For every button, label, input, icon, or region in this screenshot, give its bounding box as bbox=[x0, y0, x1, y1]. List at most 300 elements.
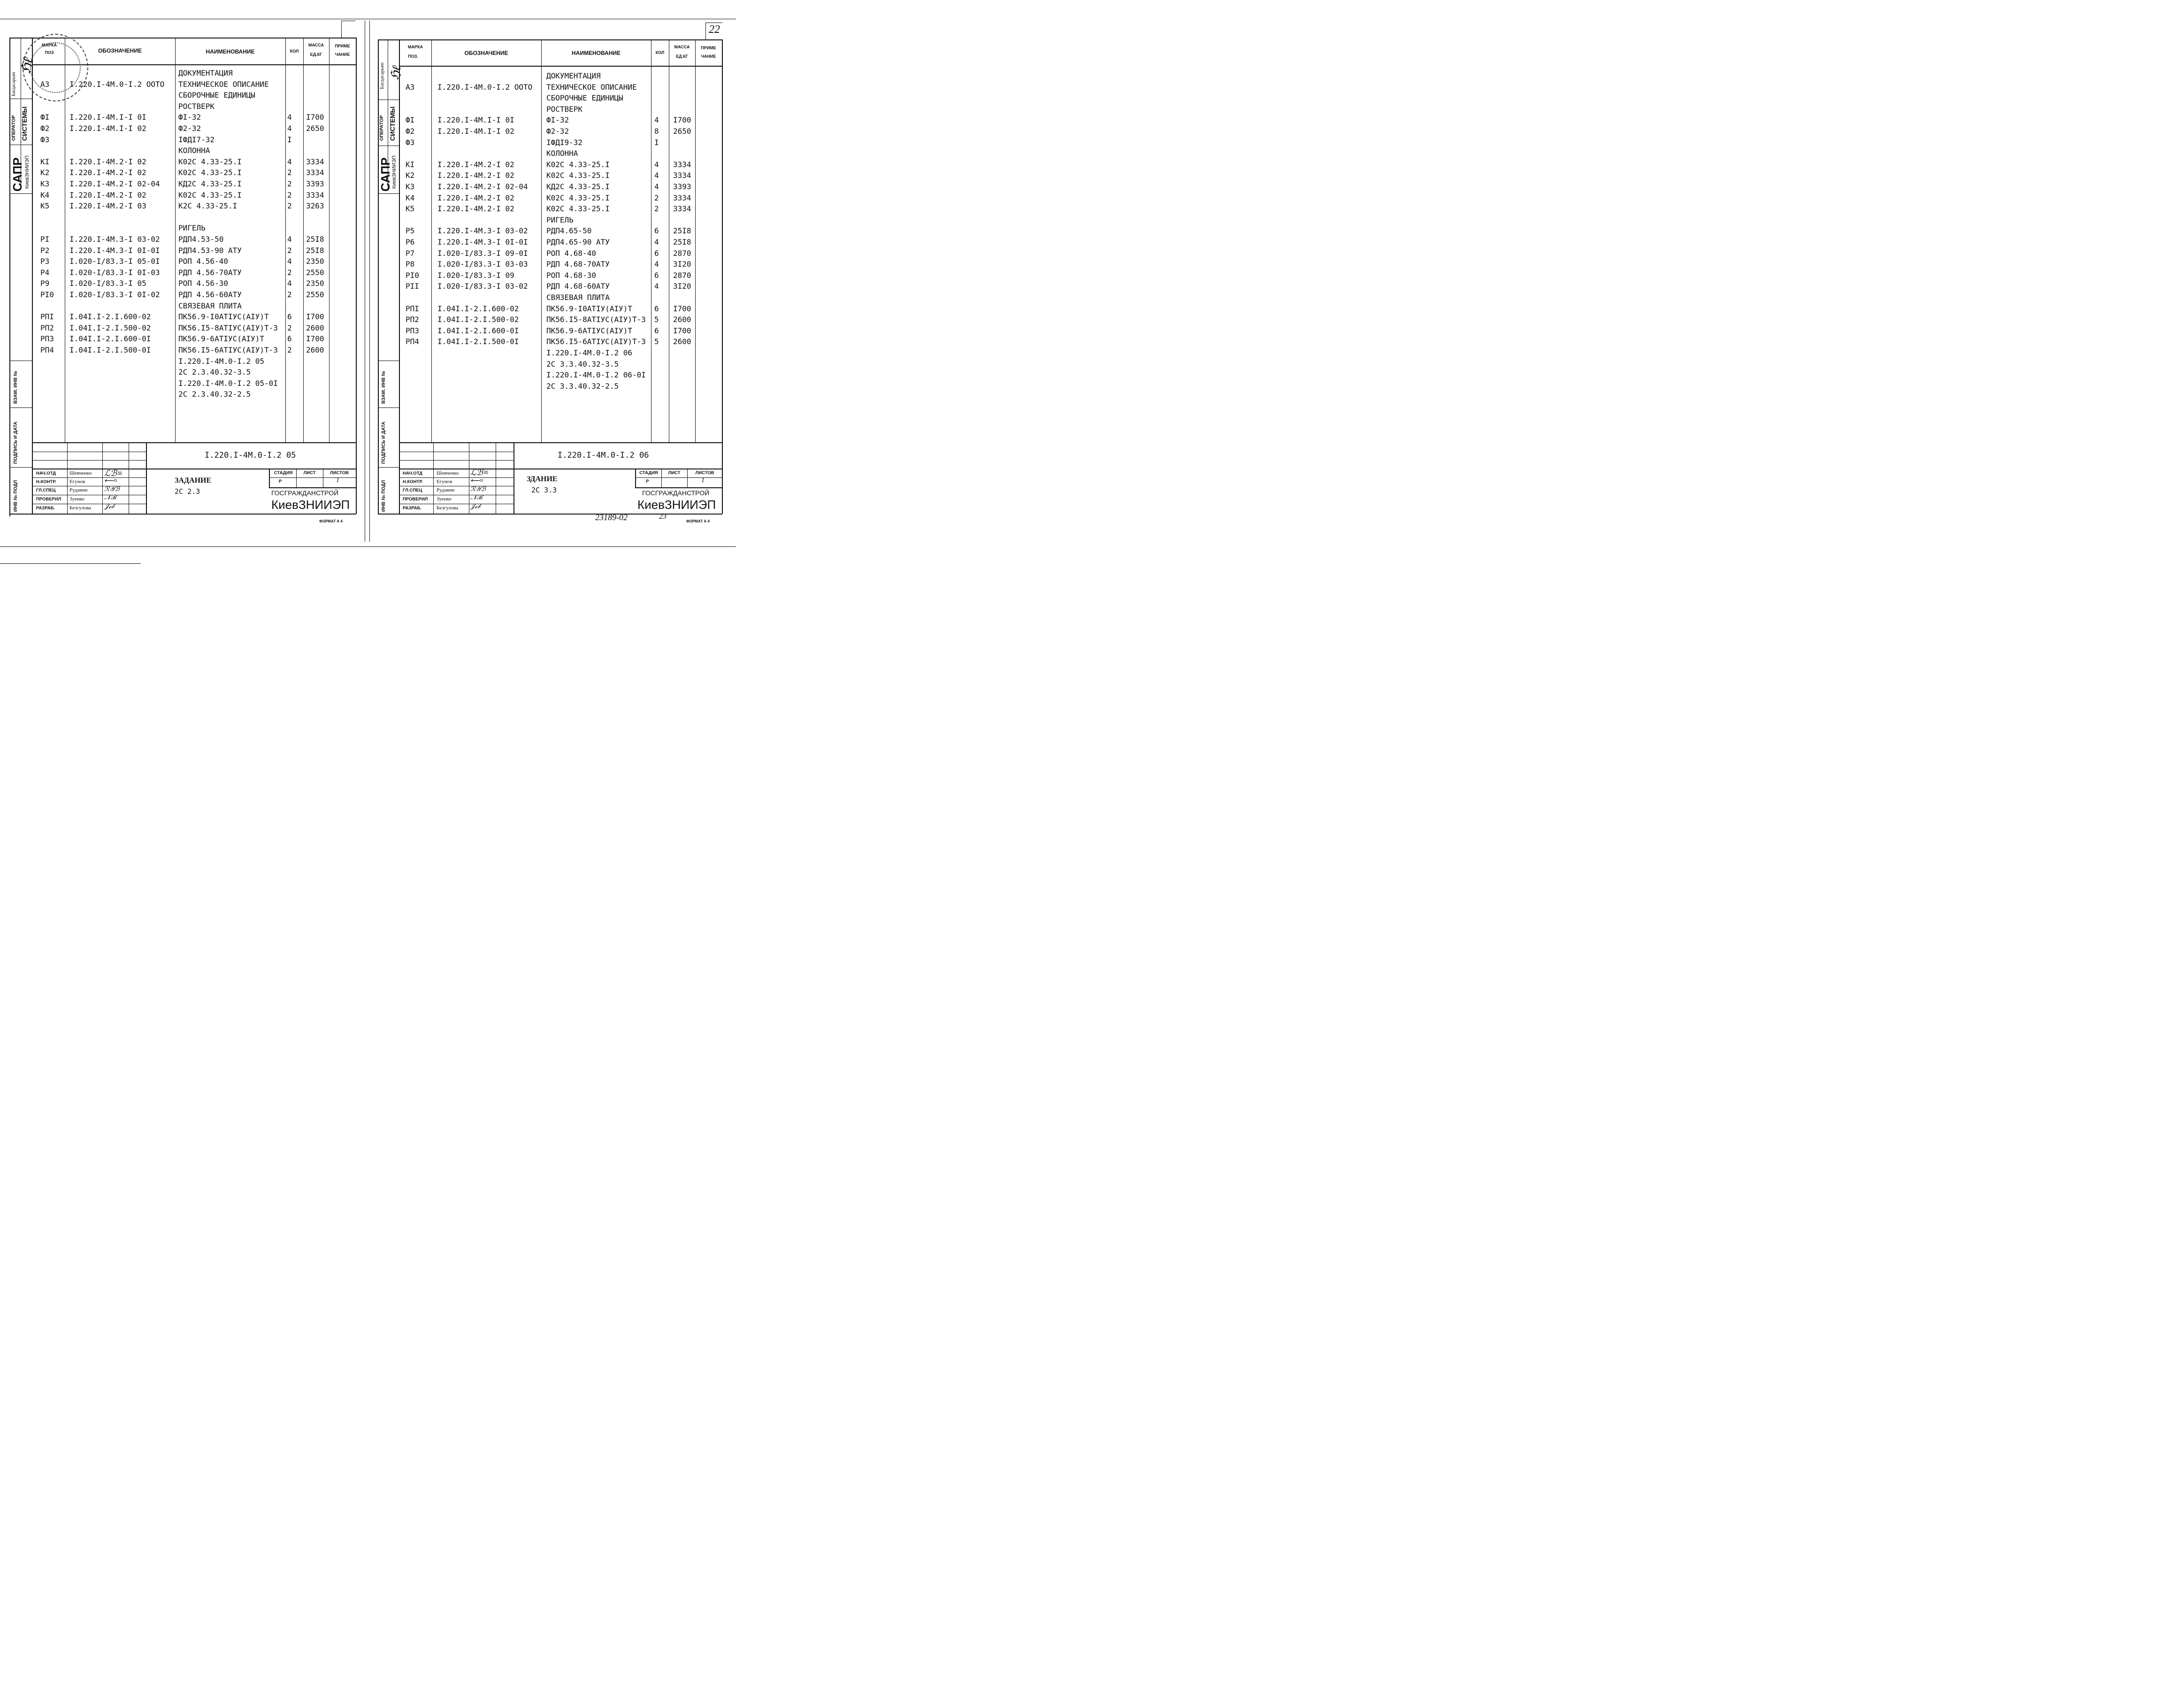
row-poz: РП3 bbox=[406, 326, 419, 335]
row-kol: I bbox=[287, 135, 292, 144]
row-oboznachenie: I.020-I/83.3-I 09 bbox=[437, 270, 514, 280]
row-kol: 5 bbox=[654, 315, 659, 324]
row-naimenovanie: РОСТВЕРК bbox=[178, 101, 215, 111]
row-kol: 5 bbox=[654, 337, 659, 346]
row-oboznachenie: I.220.I-4M.0-I.2 ООТО bbox=[69, 79, 165, 89]
row-oboznachenie: I.04I.I-2.I.500-02 bbox=[69, 323, 151, 332]
row-poz: Р5 bbox=[406, 226, 415, 236]
row-oboznachenie: I.220.I-4M.2-I 02-04 bbox=[69, 179, 160, 188]
row-naimenovanie: РДП4.65-90 АТУ bbox=[546, 238, 610, 246]
row-massa: 2650 bbox=[306, 124, 324, 133]
row-poz: ФI bbox=[406, 115, 415, 125]
row-massa: I700 bbox=[306, 113, 324, 122]
row-naimenovanie: РОП 4.56-30 bbox=[178, 279, 228, 288]
signature-rudavin-left: ℛ𝒴ℬ bbox=[104, 486, 120, 493]
row-naimenovanie: РДП4.65-50 bbox=[546, 226, 592, 236]
row-poz: К4 bbox=[406, 193, 415, 202]
role-n-kontr-left: Н.КОНТР. bbox=[36, 479, 56, 484]
row-poz: КI bbox=[406, 160, 415, 169]
row-naimenovanie: РДП 4.56-60АТУ bbox=[178, 290, 242, 299]
row-massa: 25I8 bbox=[306, 246, 324, 255]
role-n-kontr-right: Н.КОНТР. bbox=[403, 479, 423, 484]
row-poz: Р7 bbox=[406, 248, 415, 258]
row-kol: 2 bbox=[287, 323, 292, 332]
org-kievzniiep-right: КиевЗНИИЭП bbox=[637, 498, 716, 512]
row-poz: КI bbox=[40, 157, 50, 166]
row-kol: 4 bbox=[287, 113, 292, 122]
row-kol: 2 bbox=[654, 193, 659, 202]
systems-label-left: СИСТЕМЫ bbox=[21, 106, 28, 141]
row-naimenovanie: КД2С 4.33-25.I bbox=[546, 182, 610, 191]
row-poz: Р2 bbox=[40, 246, 50, 255]
row-naimenovanie: ПК56.I5-6АТIУС(АIУ)Т-3 bbox=[178, 346, 278, 354]
right-border-bottom bbox=[378, 514, 722, 515]
row-naimenovanie: РДП 4.68-60АТУ bbox=[546, 282, 610, 291]
row-massa: 3334 bbox=[673, 193, 691, 202]
kievzniiep-vertical-right: КиевЗНИИЭП bbox=[391, 155, 397, 189]
row-kol: 6 bbox=[654, 248, 659, 258]
hdr-poz-left: ПОЗ bbox=[45, 50, 54, 55]
sapr-label-right: САПР bbox=[378, 157, 392, 192]
hdr-marka-right: МАРКА bbox=[408, 45, 423, 49]
row-naimenovanie: К02С 4.33-25.I bbox=[178, 157, 242, 166]
row-naimenovanie: РДП 4.56-70АТУ bbox=[178, 268, 242, 277]
row-oboznachenie: I.020-I/83.3-I 09-0I bbox=[437, 248, 528, 258]
row-poz: РП4 bbox=[406, 337, 419, 346]
row-kol: 8 bbox=[654, 127, 659, 136]
hdr-chanie-right: ЧАНИЕ bbox=[701, 54, 716, 59]
row-massa: I700 bbox=[673, 304, 691, 313]
row-poz: Ф3 bbox=[40, 135, 50, 144]
row-oboznachenie: I.04I.I-2.I.600-0I bbox=[69, 334, 151, 344]
row-oboznachenie: I.220.I-4M.2-I 03 bbox=[69, 201, 146, 211]
hdr-oboznachenie-left: ОБОЗНАЧЕНИЕ bbox=[98, 47, 142, 54]
row-massa: 2350 bbox=[306, 257, 324, 266]
row-massa: 3I20 bbox=[673, 282, 691, 291]
row-naimenovanie: К02С 4.33-25.I bbox=[178, 168, 242, 177]
row-poz: К2 bbox=[406, 171, 415, 180]
row-naimenovanie: ФI-32 bbox=[546, 115, 569, 125]
podpis-data-label-left: ПОДПИСЬ И ДАТА bbox=[13, 421, 18, 464]
row-naimenovanie: IФДI7-32 bbox=[178, 135, 215, 144]
row-naimenovanie: I.220.I-4M.0-I.2 06 bbox=[546, 348, 633, 357]
hdr-edkg-right: ЕД.КГ bbox=[676, 54, 688, 59]
row-naimenovanie: ПК56.9-6АТIУС(АIУ)Т bbox=[178, 334, 265, 344]
row-naimenovanie: РОП 4.68-40 bbox=[546, 248, 596, 258]
format-label-right: ФОРМАТ А 4 bbox=[686, 519, 710, 523]
row-oboznachenie: I.04I.I-2.I.600-02 bbox=[69, 312, 151, 322]
hdr-massa-left: МАССА bbox=[308, 43, 324, 47]
row-poz: К2 bbox=[40, 168, 50, 177]
row-massa: 3393 bbox=[306, 179, 324, 188]
approver-signature-right: ℌℓ bbox=[387, 64, 404, 81]
row-naimenovanie: СВЯЗЕВАЯ ПЛИТА bbox=[178, 301, 242, 310]
row-naimenovanie: СБОРОЧНЫЕ ЕДИНИЦЫ bbox=[178, 91, 255, 100]
row-poz: Р3 bbox=[40, 257, 50, 266]
inv-podl-label-right: ИНВ № ПОДЛ bbox=[381, 480, 386, 512]
row-massa: 3334 bbox=[306, 157, 324, 166]
role-gl-spec-right: ГЛ.СПЕЦ bbox=[403, 488, 422, 493]
row-naimenovanie: 2С 2.3.40.32-2.5 bbox=[178, 390, 251, 399]
row-massa: 2600 bbox=[673, 337, 691, 346]
row-oboznachenie: I.220.I-4M.2-I 02 bbox=[69, 190, 146, 200]
title-left-2: 2С 2.3 bbox=[175, 487, 200, 496]
name-rudavin-left: Рудавин bbox=[69, 487, 88, 493]
row-naimenovanie: ПК56.I5-8АТIУС(АIУ)Т-3 bbox=[178, 323, 278, 332]
row-kol: 2 bbox=[287, 268, 292, 277]
signature-zuenko-left: 𝒩ℬ bbox=[104, 494, 116, 501]
operator-label-left: ОПЕРАТОР bbox=[11, 115, 16, 141]
row-kol: I bbox=[654, 138, 659, 147]
role-proveril-left: ПРОВЕРИЛ bbox=[36, 497, 61, 502]
list-label-right: ЛИСТ bbox=[668, 470, 681, 476]
org-kievzniiep-left: КиевЗНИИЭП bbox=[271, 498, 350, 512]
row-naimenovanie: К02С 4.33-25.I bbox=[546, 204, 610, 214]
vzam-inv-label-left: ВЗАМ. ИНВ № bbox=[13, 370, 18, 404]
doc-code-left: I.220.I-4M.0-I.2 05 bbox=[205, 451, 296, 460]
row-naimenovanie: К02С 4.33-25.I bbox=[546, 160, 610, 169]
row-naimenovanie: К02С 4.33-25.I bbox=[178, 190, 242, 200]
hdr-naimenovanie-right: НАИМЕНОВАНИЕ bbox=[572, 50, 621, 56]
row-naimenovanie: РОП 4.56-40 bbox=[178, 257, 228, 266]
hdr-kol-right: КОЛ bbox=[655, 50, 665, 55]
row-naimenovanie: ПК56.I5-6АТIУС(АIУ)Т-3 bbox=[546, 337, 646, 346]
row-poz: К3 bbox=[40, 179, 50, 188]
row-massa: I700 bbox=[673, 326, 691, 335]
right-header-bottom bbox=[399, 66, 722, 67]
row-poz: РI0 bbox=[406, 270, 419, 280]
row-kol: 4 bbox=[287, 235, 292, 244]
row-naimenovanie: К02С 4.33-25.I bbox=[546, 193, 610, 202]
row-poz: РII bbox=[406, 282, 419, 291]
right-tb-v4 bbox=[513, 442, 514, 514]
row-poz: Р9 bbox=[40, 279, 50, 288]
row-poz: К4 bbox=[40, 190, 50, 200]
sheet-number: 22 bbox=[709, 23, 720, 36]
row-naimenovanie: Ф2-32 bbox=[546, 127, 569, 136]
right-side-sep-5 bbox=[378, 407, 399, 408]
row-poz: А3 bbox=[40, 79, 50, 89]
stadiya-label-right: СТАДИЯ bbox=[639, 470, 658, 476]
row-kol: 2 bbox=[287, 190, 292, 200]
archive-number-suffix: 23 bbox=[659, 513, 667, 521]
signature-shevchenko-right: ℒℬ≡ bbox=[470, 468, 489, 477]
stadiya-value-left: Р bbox=[279, 479, 282, 484]
row-massa: 3334 bbox=[673, 204, 691, 214]
inv-podl-label-left: ИНВ № ПОДЛ bbox=[13, 480, 18, 512]
row-massa: 3334 bbox=[306, 190, 324, 200]
operator-label-right: ОПЕРАТОР bbox=[379, 115, 384, 141]
hdr-poz-right: ПОЗ. bbox=[408, 54, 418, 59]
row-naimenovanie: ПК56.9-6АТIУС(АIУ)Т bbox=[546, 326, 633, 335]
approver-name-left: Багдасарьян bbox=[11, 72, 16, 96]
row-naimenovanie: КД2С 4.33-25.I bbox=[178, 179, 242, 188]
signature-egunov-right: ⟵≈ bbox=[470, 477, 483, 484]
row-naimenovanie: РИГЕЛЬ bbox=[546, 215, 574, 224]
signature-egunov-left: ⟵≈ bbox=[104, 477, 117, 484]
row-massa: 2870 bbox=[673, 270, 691, 280]
name-egunov-left: Егунов bbox=[69, 479, 85, 484]
row-oboznachenie: I.220.I-4M.2-I 02 bbox=[437, 171, 514, 180]
stadiya-value-right: Р bbox=[646, 479, 649, 484]
row-naimenovanie: КОЛОННА bbox=[178, 146, 210, 155]
row-massa: 2550 bbox=[306, 290, 324, 299]
kievzniiep-vertical-left: КиевЗНИИЭП bbox=[24, 155, 30, 189]
row-massa: 3334 bbox=[306, 168, 324, 177]
row-naimenovanie: РДП4.53-90 АТУ bbox=[178, 246, 242, 255]
row-massa: 25I8 bbox=[673, 226, 691, 236]
row-naimenovanie: IФДI9-32 bbox=[546, 138, 583, 147]
row-oboznachenie: I.220.I-4M.3-I 0I-0I bbox=[437, 238, 528, 246]
row-poz: РПI bbox=[406, 304, 419, 313]
row-oboznachenie: I.220.I-4M.3-I 03-02 bbox=[437, 226, 528, 236]
row-massa: 2600 bbox=[306, 323, 324, 332]
row-oboznachenie: I.220.I-4M.I-I 02 bbox=[69, 124, 146, 133]
row-kol: 6 bbox=[654, 326, 659, 335]
row-poz: К5 bbox=[40, 201, 50, 211]
row-naimenovanie: ПК56.9-I0АТIУ(АIУ)Т bbox=[546, 304, 633, 313]
row-massa: 3393 bbox=[673, 182, 691, 191]
systems-label-right: СИСТЕМЫ bbox=[389, 106, 396, 141]
row-kol: 6 bbox=[287, 312, 292, 322]
row-kol: 4 bbox=[287, 124, 292, 133]
title-right-2: 2С 3.3 bbox=[531, 486, 557, 494]
row-poz: РП2 bbox=[40, 323, 54, 332]
row-massa: 2870 bbox=[673, 248, 691, 258]
row-naimenovanie: 2С 2.3.40.32-3.5 bbox=[178, 368, 251, 377]
row-naimenovanie: К2С 4.33-25.I bbox=[178, 201, 238, 211]
row-kol: 4 bbox=[287, 279, 292, 288]
name-bezgulova-right: Безгулова bbox=[437, 505, 459, 511]
row-massa: 2550 bbox=[306, 268, 324, 277]
right-side-sep-6 bbox=[378, 467, 399, 468]
row-massa: 3334 bbox=[673, 160, 691, 169]
row-naimenovanie: I.220.I-4M.0-I.2 06-0I bbox=[546, 370, 646, 380]
row-oboznachenie: I.220.I-4M.2-I 02 bbox=[69, 157, 146, 166]
signature-zuenko-right: 𝒩ℬ bbox=[470, 494, 483, 501]
hdr-prime-left: ПРИМЕ bbox=[335, 44, 350, 48]
hdr-oboznachenie-right: ОБОЗНАЧЕНИЕ bbox=[464, 50, 508, 56]
row-poz: Р8 bbox=[406, 260, 415, 269]
row-kol: 6 bbox=[654, 226, 659, 236]
signature-bezgulova-right: 𝒥ℯ𝒷 bbox=[470, 503, 481, 510]
signature-shevchenko-left: ℒℬ≡ bbox=[104, 469, 123, 478]
org-gosgrazhdanstroy-left: ГОСГРАЖДАНСТРОЙ bbox=[271, 489, 339, 497]
role-razrab-right: РАЗРАБ. bbox=[403, 506, 422, 511]
row-kol: 6 bbox=[654, 270, 659, 280]
row-poz: РП4 bbox=[40, 346, 54, 354]
row-kol: 4 bbox=[287, 157, 292, 166]
row-kol: 2 bbox=[287, 290, 292, 299]
row-massa: 25I8 bbox=[673, 238, 691, 246]
hdr-prime-right: ПРИМЕ bbox=[701, 46, 716, 50]
row-kol: 2 bbox=[287, 168, 292, 177]
row-oboznachenie: I.04I.I-2.I.600-0I bbox=[437, 326, 519, 335]
right-tb-h4 bbox=[399, 477, 513, 478]
row-poz: РI bbox=[40, 235, 50, 244]
name-shevchenko-left: Шевченко bbox=[69, 470, 92, 476]
role-nach-otd-right: НАЧ.ОТД bbox=[403, 471, 423, 476]
row-kol: 4 bbox=[287, 257, 292, 266]
row-oboznachenie: I.04I.I-2.I.600-02 bbox=[437, 304, 519, 313]
listov-label-left: ЛИСТОВ bbox=[330, 470, 349, 476]
title-left-1: ЗАДАНИЕ bbox=[175, 476, 212, 484]
row-naimenovanie: ДОКУМЕНТАЦИЯ bbox=[546, 71, 601, 80]
approver-name-right: Багдасарьян bbox=[379, 62, 385, 89]
row-oboznachenie: I.020-I/83.3-I 0I-03 bbox=[69, 268, 160, 277]
row-naimenovanie: Ф2-32 bbox=[178, 124, 201, 133]
row-kol: 6 bbox=[287, 334, 292, 344]
row-oboznachenie: I.220.I-4M.2-I 02 bbox=[437, 204, 514, 214]
row-kol: 4 bbox=[654, 160, 659, 169]
role-proveril-right: ПРОВЕРИЛ bbox=[403, 497, 428, 502]
row-oboznachenie: I.020-I/83.3-I 05 bbox=[69, 279, 146, 288]
row-oboznachenie: I.020-I/83.3-I 03-02 bbox=[437, 282, 528, 291]
row-kol: 4 bbox=[654, 238, 659, 246]
approver-signature-left: ℌℓ bbox=[18, 56, 36, 75]
row-oboznachenie: I.04I.I-2.I.500-0I bbox=[437, 337, 519, 346]
row-naimenovanie: СБОРОЧНЫЕ ЕДИНИЦЫ bbox=[546, 93, 623, 103]
row-massa: 2600 bbox=[306, 346, 324, 354]
signature-bezgulova-left: 𝒥ℯ𝒷 bbox=[104, 503, 115, 510]
row-oboznachenie: I.04I.I-2.I.500-02 bbox=[437, 315, 519, 324]
right-titleblock-top bbox=[399, 442, 722, 443]
row-oboznachenie: I.220.I-4M.0-I.2 ООТО bbox=[437, 82, 533, 92]
right-tb-h2 bbox=[399, 460, 513, 461]
row-massa: 2600 bbox=[673, 315, 691, 324]
right-col-1 bbox=[431, 39, 432, 442]
row-massa: 3263 bbox=[306, 201, 324, 211]
right-tb-v1 bbox=[433, 442, 434, 514]
row-poz: К3 bbox=[406, 182, 415, 191]
right-tb-h9 bbox=[635, 487, 722, 488]
row-kol: 4 bbox=[654, 260, 659, 269]
row-naimenovanie: РОП 4.68-30 bbox=[546, 270, 596, 280]
right-tb-h8 bbox=[635, 477, 722, 478]
right-tab-side bbox=[705, 23, 706, 39]
format-label-left: ФОРМАТ А 4 bbox=[319, 519, 343, 523]
row-oboznachenie: I.220.I-4M.2-I 02-04 bbox=[437, 182, 528, 191]
row-kol: 4 bbox=[654, 115, 659, 125]
row-naimenovanie: ТЕХНИЧЕСКОЕ ОПИСАНИЕ bbox=[546, 82, 637, 92]
row-oboznachenie: I.220.I-4M.2-I 02 bbox=[437, 193, 514, 202]
row-massa: I700 bbox=[673, 115, 691, 125]
row-naimenovanie: I.220.I-4M.0-I.2 05-0I bbox=[178, 378, 278, 388]
row-oboznachenie: I.020-I/83.3-I 05-0I bbox=[69, 257, 160, 266]
right-border-left bbox=[378, 39, 379, 514]
row-massa: I700 bbox=[306, 334, 324, 344]
row-poz: РПI bbox=[40, 312, 54, 322]
row-kol: 4 bbox=[654, 182, 659, 191]
row-massa: I700 bbox=[306, 312, 324, 322]
name-bezgulova-left: Безгулова bbox=[69, 505, 92, 511]
row-naimenovanie: КОЛОННА bbox=[546, 149, 578, 158]
row-kol: 6 bbox=[654, 304, 659, 313]
name-zuenko-right: Зуенко bbox=[437, 496, 452, 502]
role-nach-otd-left: НАЧ.ОТД bbox=[36, 471, 56, 476]
doc-code-right: I.220.I-4M.0-I.2 06 bbox=[558, 451, 649, 460]
row-naimenovanie: 2С 3.3.40.32-3.5 bbox=[546, 359, 619, 369]
row-massa: 3334 bbox=[673, 171, 691, 180]
row-poz: Ф2 bbox=[406, 127, 415, 136]
listov-value-right: 1 bbox=[701, 477, 705, 484]
row-oboznachenie: I.220.I-4M.I-I 0I bbox=[69, 113, 146, 122]
row-massa: 2350 bbox=[306, 279, 324, 288]
row-naimenovanie: РДП4.53-50 bbox=[178, 235, 224, 244]
row-poz: Ф2 bbox=[40, 124, 50, 133]
row-kol: 2 bbox=[654, 204, 659, 214]
row-poz: Р4 bbox=[40, 268, 50, 277]
row-poz: РП2 bbox=[406, 315, 419, 324]
name-egunov-right: Егунов bbox=[437, 479, 452, 484]
row-kol: 2 bbox=[287, 346, 292, 354]
row-oboznachenie: I.020-I/83.3-I 03-03 bbox=[437, 260, 528, 269]
spec-sheet-right bbox=[0, 0, 736, 567]
role-gl-spec-left: ГЛ.СПЕЦ bbox=[36, 488, 56, 493]
row-poz: Ф3 bbox=[406, 138, 415, 147]
row-oboznachenie: I.220.I-4M.3-I 03-02 bbox=[69, 235, 160, 244]
vzam-inv-label-right: ВЗАМ. ИНВ № bbox=[381, 370, 386, 404]
row-naimenovanie: ФI-32 bbox=[178, 113, 201, 122]
row-massa: 25I8 bbox=[306, 235, 324, 244]
row-kol: 2 bbox=[287, 179, 292, 188]
row-oboznachenie: I.04I.I-2.I.500-0I bbox=[69, 346, 151, 354]
sapr-label-left: САПР bbox=[10, 157, 24, 192]
role-razrab-left: РАЗРАБ. bbox=[36, 506, 55, 511]
right-side-sep-3 bbox=[378, 193, 399, 194]
row-naimenovanie: ДОКУМЕНТАЦИЯ bbox=[178, 69, 233, 77]
row-naimenovanie: СВЯЗЕВАЯ ПЛИТА bbox=[546, 293, 610, 302]
row-oboznachenie: I.020-I/83.3-I 0I-02 bbox=[69, 290, 160, 299]
row-kol: 4 bbox=[654, 282, 659, 291]
org-gosgrazhdanstroy-right: ГОСГРАЖДАНСТРОЙ bbox=[642, 489, 710, 497]
row-naimenovanie: 2С 3.3.40.32-2.5 bbox=[546, 381, 619, 391]
podpis-data-label-right: ПОДПИСЬ И ДАТА bbox=[381, 421, 386, 464]
hdr-massa-right: МАССА bbox=[674, 45, 690, 49]
row-kol: 2 bbox=[287, 201, 292, 211]
row-naimenovanie: ТЕХНИЧЕСКОЕ ОПИСАНИЕ bbox=[178, 79, 269, 89]
row-poz: Р6 bbox=[406, 238, 415, 246]
row-oboznachenie: I.220.I-4M.2-I 02 bbox=[437, 160, 514, 169]
name-zuenko-left: Зуенко bbox=[69, 496, 84, 502]
hdr-marka-left: МАРКА bbox=[42, 43, 57, 47]
name-shevchenko-right: Шевченко bbox=[437, 470, 459, 476]
signature-rudavin-right: ℛ𝒴ℬ bbox=[470, 486, 486, 493]
row-poz: ФI bbox=[40, 113, 50, 122]
row-oboznachenie: I.220.I-4M.I-I 02 bbox=[437, 127, 514, 136]
row-oboznachenie: I.220.I-4M.I-I 0I bbox=[437, 115, 514, 125]
row-massa: 2650 bbox=[673, 127, 691, 136]
listov-value-left: 1 bbox=[336, 477, 339, 484]
right-border-top bbox=[378, 39, 722, 40]
hdr-chanie-left: ЧАНИЕ bbox=[335, 52, 350, 57]
row-naimenovanie: ПК56.9-I0АТIУС(АIУ)Т bbox=[178, 312, 269, 322]
row-massa: 3I20 bbox=[673, 260, 691, 269]
row-poz: РI0 bbox=[40, 290, 54, 299]
stadiya-label-left: СТАДИЯ bbox=[274, 470, 293, 476]
right-col-2 bbox=[541, 39, 542, 442]
hdr-edkg-left: ЕД.КГ bbox=[310, 52, 322, 57]
name-rudavin-right: Рудавин bbox=[437, 487, 455, 493]
hdr-kol-left: КОЛ bbox=[290, 49, 299, 54]
row-naimenovanie: ПК56.I5-8АТIУС(АIУ)Т-3 bbox=[546, 315, 646, 324]
listov-label-right: ЛИСТОВ bbox=[695, 470, 714, 476]
row-poz: К5 bbox=[406, 204, 415, 214]
row-poz: А3 bbox=[406, 82, 415, 92]
row-naimenovanie: I.220.I-4M.0-I.2 05 bbox=[178, 356, 265, 366]
row-kol: 2 bbox=[287, 246, 292, 255]
row-oboznachenie: I.220.I-4M.2-I 02 bbox=[69, 168, 146, 177]
